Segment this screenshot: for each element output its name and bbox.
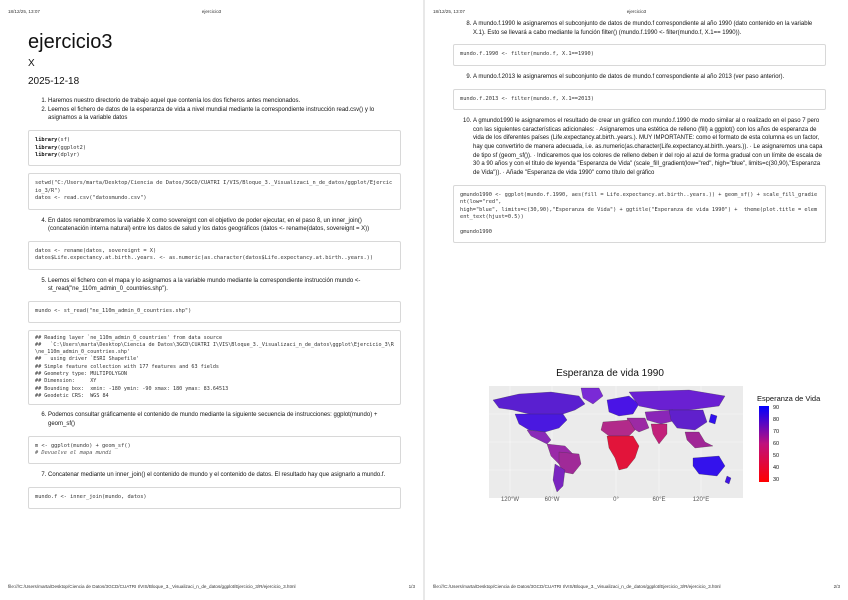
x-tick-label: 60°E [652, 497, 666, 503]
x-tick-label: 120°W [500, 497, 520, 503]
step-5: 5. Leemos el fichero con el mapa y lo asignamos a la variable mundo mediante la correspondiente instrucción mundo <- st_read("ne_110m_admin_0_countries.shp"). [48, 277, 401, 294]
step-10: 10. A gmundo1990 le asignaremos el resultado de crear un gráfico con mundo.f.1990 de modo similar al o realizado en el paso 7 pero con las siguientes características adicionales: · Asignaremos una estética de relleno (fill) a ggplot() con los años de esperanza de vida de los diferentes países (Life.expectancy.at.birth..years.). MUY IMPORTANTE: como el formato de esta columna es un factor, hay que convertirlo de manera adecuada, i.e. as.numeric(as.character(Life.expectancy.at.birth..years.)). · Le asignaremos una capa de tipo sf (geom_sf()). · Indicaremos que los colores de relleno deben ir del rojo al azul de forma gradual con un límite de escala de 30 a 90 años y con el título de leyenda "Esperanza de Vida" (scale_fill_gradient(low="red", high="blue", limits=c(30,90),"Esperanza de Vida")). · Añade "Esperanza de vida 1990" como título del gráfico [473, 117, 826, 178]
code-block-st-read: mundo <- st_read("ne_110m_admin_0_countries.shp") [28, 301, 401, 322]
world-map-svg [489, 386, 743, 498]
steps-list-7 [28, 471, 401, 480]
code-block-inner-join: mundo.f <- inner_join(mundo, datos) [28, 487, 401, 508]
print-doc-title: ejercicio3 [201, 9, 222, 14]
step-1: 1. Haremos nuestro directorio de trabajo aquel que contenía los dos ficheros antes mencionados. [48, 97, 401, 106]
chart-title: Esperanza de vida 1990 [556, 368, 664, 379]
steps-list-10 [453, 117, 826, 178]
step-8: 8. A mundo.f.1990 le asignaremos el subconjunto de datos de mundo.f correspondiente al año 1990 (dato contenido en la variable X.1). Esto se llevará a cabo mediante la función filter() (mundo.f.1990 <- filter(mundo.f, X.1== 1990)). [473, 20, 826, 37]
legend-title: Esperanza de Vida [757, 394, 821, 403]
country-new-zealand [725, 476, 731, 484]
pdf-page-2 [425, 0, 848, 600]
steps-list-5 [28, 277, 401, 294]
x-tick-label: 120°E [692, 497, 710, 503]
output-block-st-read: ## Reading layer `ne_110m_admin_0_countries' from data source ## `C:\Users\marta\Desktop\Ciencia de Datos\3GCD\CUATRI I\VIS\Bloque_3._Visualizaci_n_de_datos\ggplot\Ejercicio_3\R\ne_110m_admin_0_countries.shp' ## using driver `ESRI Shapefile' ## Simple feature collection with 177 features and 63 fields ## Geometry type: MULTIPOLYGON ## Dimension: XY ## Bounding box: xmin: -180 ymin: -90 xmax: 180 ymax: 83.64513 ## Geodetic CRS: WGS 84 [28, 330, 401, 406]
legend-tick-label: 30 [773, 477, 780, 483]
country-india [651, 424, 667, 444]
code-block-filter-1990: mundo.f.1990 <- filter(mundo.f, X.1==1990) [453, 44, 826, 65]
print-page-number: 2/3 [833, 584, 840, 589]
legend-colorbar [759, 406, 769, 482]
x-tick-label: 60°W [544, 497, 560, 503]
country-southeast-asia [685, 432, 713, 448]
country-sub-saharan-africa [607, 436, 639, 470]
page-header [8, 9, 415, 14]
page-1-content [28, 31, 401, 516]
steps-list-9 [453, 73, 826, 82]
country-canada-alaska [493, 392, 585, 416]
legend-tick-label: 90 [773, 405, 780, 411]
legend-tick-label: 80 [773, 417, 780, 423]
step-9: 9. A mundo.f.2013 le asignaremos el subconjunto de datos de mundo.f correspondiente al año 2013 (ver paso anterior). [473, 73, 826, 82]
steps-list-1 [28, 97, 401, 123]
steps-list-6 [28, 411, 401, 428]
code-block-filter-2013: mundo.f.2013 <- filter(mundo.f, X.1==2013) [453, 89, 826, 110]
print-datetime: 18/12/25, 13:07 [8, 9, 40, 14]
step-6: 6. Podemos consultar gráficamente el contenido de mundo mediante la siguiente secuencia de instrucciones: ggplot(mundo) + geom_sf() [48, 411, 401, 428]
code-block-gmundo1990: gmundo1990 <- ggplot(mundo.f.1990, aes(fill = Life.expectancy.at.birth..years.)) + geom_sf() + scale_fill_gradient(low="red", high="blue", limits=c(30,90),"Esperanza de Vida") + ggtitle("Esperanza de vida 1990") + theme(plot.title = element_text(hjust=0.5)) gmundo1990 [453, 185, 826, 243]
page-2-content [453, 20, 826, 250]
print-file-path: file:///C:/Users/marta/Desktop/Ciencia de Datos/3GCD/CUATRI I/VIS/Bloque_3._Visualizaci_n_de_datos/ggplot/Ejercicio_3/R/ejercicio_3.html [433, 584, 721, 589]
country-japan [709, 414, 717, 424]
code-block-setwd: setwd("C:/Users/marta/Desktop/Ciencia de Datos/3GCD/CUATRI I/VIS/Bloque_3._Visualizaci_n_de_datos/ggplot/Ejercicio_3/R") datos <- read.csv("datosmundo.csv") [28, 173, 401, 209]
print-page-number: 1/3 [408, 584, 415, 589]
country-greenland [581, 388, 603, 404]
x-tick-label: 0° [613, 497, 619, 503]
steps-list-8 [453, 20, 826, 37]
code-block-ggplot-mundo: m <- ggplot(mundo) + geom_sf() # Devuelve el mapa mundi [28, 436, 401, 465]
country-australia [693, 456, 725, 476]
print-datetime: 18/12/25, 13:07 [433, 9, 465, 14]
country-north-africa [601, 420, 635, 436]
document-title: ejercicio3 [28, 31, 113, 53]
step-4: 4. En datos renombraremos la variable X como sovereignt con el objetivo de poder ejecutar, en el paso 8, un inner_join() (concatenación interna natural) entre los datos de salud y los datos geográficos (datos <- rename(datos, sovereignt = X)) [48, 217, 401, 234]
page-header [433, 9, 840, 14]
legend-tick-label: 50 [773, 453, 780, 459]
country-usa [515, 414, 567, 432]
print-doc-title: ejercicio3 [626, 9, 647, 14]
document-author: X [28, 58, 35, 69]
legend-tick-label: 70 [773, 429, 780, 435]
countries [493, 388, 731, 492]
country-russia [629, 390, 725, 410]
step-2: 2. Leemos el fichero de datos de la esperanza de vida a nivel mundial mediante la correspondiente instrucción read.csv() y lo asignamos a la variable datos [48, 106, 401, 123]
step-7: 7. Concatenar mediante un inner_join() el contenido de mundo y el contenido de datos. El resultado hay que asignarlo a mundo.f. [48, 471, 401, 480]
pdf-page-1 [0, 0, 423, 600]
code-block-rename: datos <- rename(datos, sovereignt = X) datos$Life.expectancy.at.birth..years. <- as.numeric(as.character(datos$Life.expectancy.at.birth..years.)) [28, 241, 401, 270]
steps-list-4 [28, 217, 401, 234]
legend-tick-label: 40 [773, 465, 780, 471]
code-block-libraries: library(sf) library(ggplot2) library(dplyr) [28, 130, 401, 166]
print-file-path: file:///C:/Users/marta/Desktop/Ciencia de Datos/3GCD/CUATRI I/VIS/Bloque_3._Visualizaci_n_de_datos/ggplot/Ejercicio_3/R/ejercicio_3.html [8, 584, 296, 589]
choropleth-figure [475, 368, 821, 508]
legend-tick-label: 60 [773, 441, 780, 447]
document-date: 2025-12-18 [28, 76, 80, 87]
map-panel [489, 386, 743, 498]
